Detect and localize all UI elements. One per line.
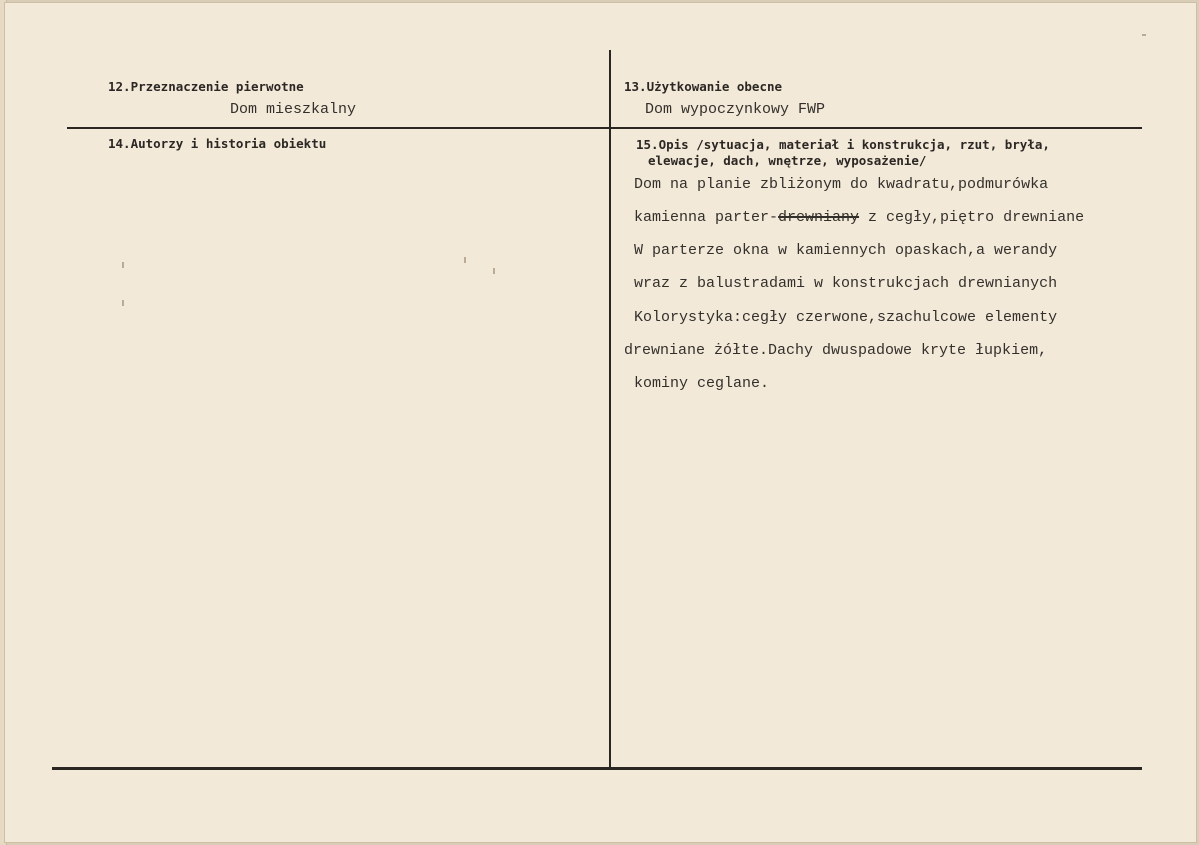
- paper-speck: [122, 300, 124, 306]
- description-line-5: Kolorystyka:cegły czerwone,szachulcowe elementy: [634, 309, 1058, 326]
- struck-through-word: drewniany: [778, 209, 860, 226]
- field-15-heading-line1: 15.Opis /sytuacja, materiał i konstrukcja, rzut, bryła,: [636, 137, 1050, 152]
- description-line-3: W parterze okna w kamiennych opaskach,a werandy: [634, 242, 1058, 259]
- horizontal-rule-top: [67, 127, 1142, 129]
- field-12-heading: 12.Przeznaczenie pierwotne: [108, 79, 304, 94]
- description-line-2-end: z cegły,piętro drewniane: [859, 209, 1085, 226]
- description-line-4: wraz z balustradami w konstrukcjach drewnianych: [634, 275, 1058, 292]
- field-13-value: Dom wypoczynkowy FWP: [645, 101, 826, 118]
- description-line-7: kominy ceglane.: [634, 375, 770, 392]
- field-13-heading: 13.Użytkowanie obecne: [624, 79, 783, 94]
- paper-speck: [122, 262, 124, 268]
- description-line-2-start: kamienna parter-: [634, 209, 779, 226]
- description-line-2: [634, 209, 1084, 226]
- paper-speck: [464, 257, 466, 263]
- vertical-rule-middle: [609, 50, 611, 770]
- horizontal-rule-bottom: [52, 767, 1142, 770]
- field-12-value: Dom mieszkalny: [230, 101, 357, 118]
- field-15-heading-line2: elewacje, dach, wnętrze, wyposażenie/: [648, 153, 927, 168]
- field-14-heading: 14.Autorzy i historia obiektu: [108, 136, 327, 151]
- description-line-6: drewniane żółte.Dachy dwuspadowe kryte łupkiem,: [624, 342, 1048, 359]
- description-line-1: Dom na planie zbliżonym do kwadratu,podmurówka: [634, 176, 1049, 193]
- paper-speck: [1142, 34, 1146, 36]
- paper-speck: [493, 268, 495, 274]
